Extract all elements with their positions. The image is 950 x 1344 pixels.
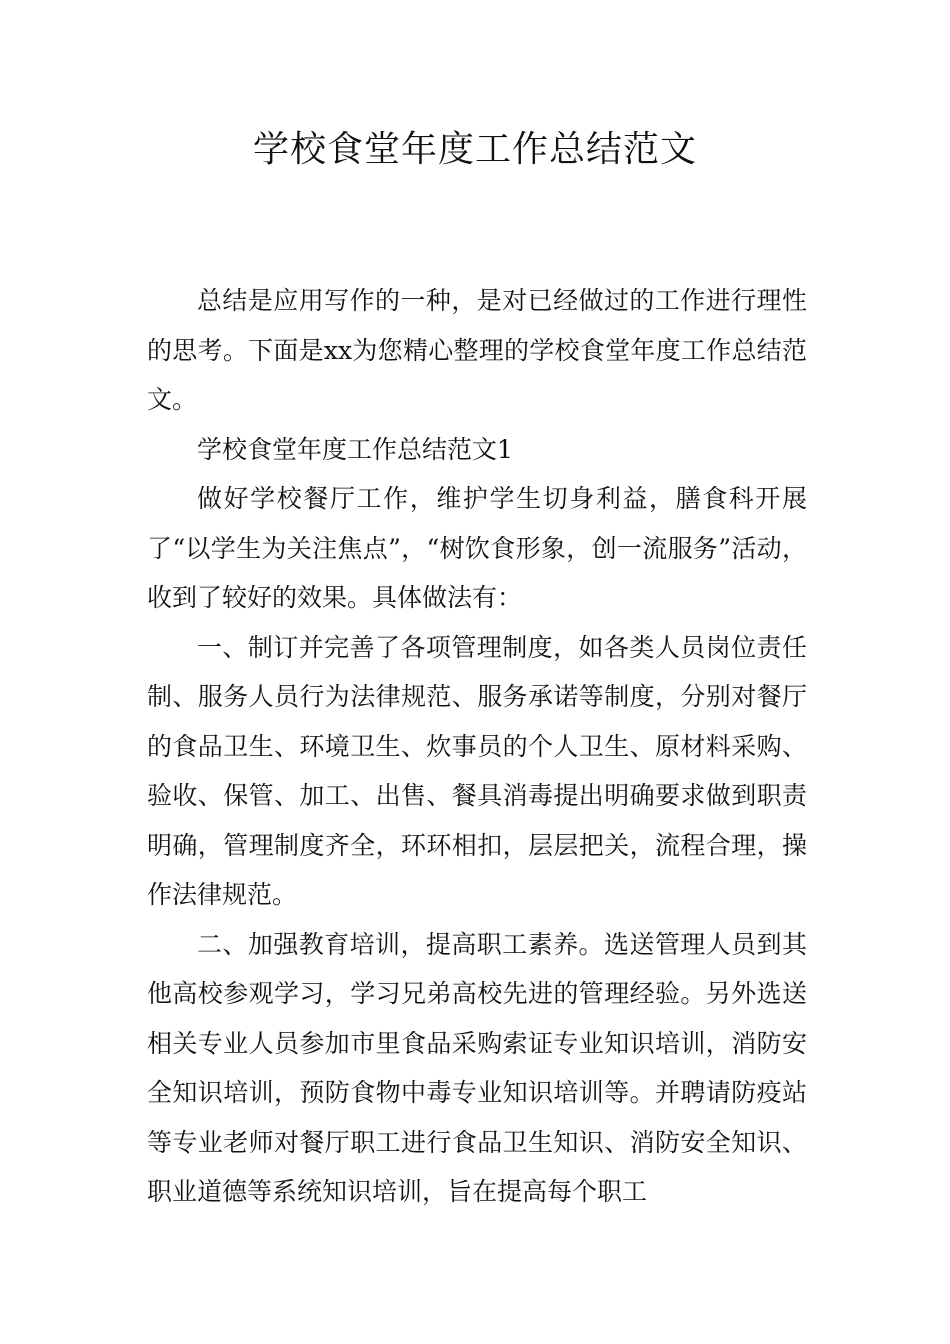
body-paragraph: 二、加强教育培训，提高职工素养。选送管理人员到其他高校参观学习，学习兄弟高校先进的管理经验。另外选送相关专业人员参加市里食品采购索证专业知识培训，消防安全知识培训，预防食物中毒专业知识培训等。并聘请防疫站等专业老师对餐厅职工进行食品卫生知识、消防安全知识、职业道德等系统知识培训，旨在提高每个职工 xyxy=(147,929,807,1206)
intro-paragraph: 总结是应用写作的一种，是对已经做过的工作进行理性的思考。下面是xx为您精心整理的学校食堂年度工作总结范文。 xyxy=(147,286,807,414)
document-body xyxy=(147,276,807,1217)
body-paragraph: 做好学校餐厅工作，维护学生切身利益，膳食科开展了“以学生为关注焦点”，“树饮食形象，创一流服务”活动，收到了较好的效果。具体做法有： xyxy=(147,484,807,612)
body-paragraph: 一、制订并完善了各项管理制度，如各类人员岗位责任制、服务人员行为法律规范、服务承诺等制度，分别对餐厅的食品卫生、环境卫生、炊事员的个人卫生、原材料采购、验收、保管、加工、出售、餐具消毒提出明确要求做到职责明确，管理制度齐全，环环相扣，层层把关，流程合理，操作法律规范。 xyxy=(147,632,807,909)
section-heading: 学校食堂年度工作总结范文1 xyxy=(197,434,513,464)
document-title: 学校食堂年度工作总结范文 xyxy=(252,129,697,170)
